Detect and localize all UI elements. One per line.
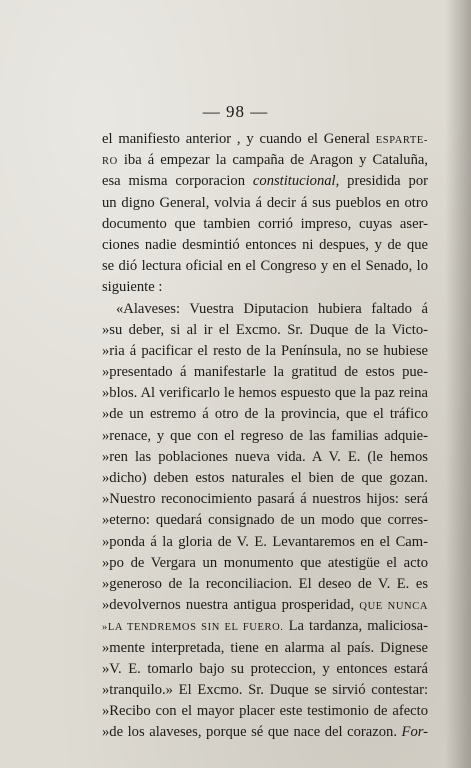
line-text: »renace, y que con el regreso de las familias adquie- bbox=[102, 427, 428, 444]
line-text: »tranquilo.» El Excmo. Sr. Duque se sirvió contestar: bbox=[102, 681, 428, 698]
line-text: »presentado á manifestarle la gratitud de estos pue- bbox=[102, 364, 428, 381]
page-number: — 98 — bbox=[202, 102, 269, 121]
text-line-8 bbox=[102, 277, 428, 298]
text-line-9 bbox=[102, 299, 428, 320]
small-caps-text: QUE NUNCA bbox=[359, 601, 428, 613]
line-text: »mente interpretada, tiene en alarma al país. Dignese bbox=[102, 639, 428, 656]
line-text: »Recibo con el mayor placer este testimonio de afecto bbox=[102, 703, 428, 720]
text-line-21 bbox=[102, 553, 428, 574]
text-line-17 bbox=[102, 468, 428, 489]
line-text: »de un estremo á otro de la provincia, que el tráfico bbox=[102, 406, 428, 423]
text-line-10 bbox=[102, 320, 428, 341]
line-text: »su deber, si al ir el Excmo. Sr. Duque de la Victo- bbox=[102, 321, 428, 338]
text-line-3 bbox=[102, 171, 428, 192]
line-text: »eterno: quedará consignado de un modo que corres- bbox=[102, 512, 428, 529]
line-text: siguiente : bbox=[102, 279, 163, 296]
line-text: »devolvernos nuestra antigua prosperidad, bbox=[102, 597, 360, 614]
text-line-15 bbox=[102, 426, 428, 447]
small-caps-text: »LA TENDREMOS SIN EL FUERO. bbox=[102, 622, 284, 634]
text-line-5 bbox=[102, 214, 428, 235]
text-line-27 bbox=[102, 680, 428, 701]
text-line-23 bbox=[102, 595, 428, 616]
italic-text: For- bbox=[401, 724, 428, 741]
line-text: »dicho) deben estos naturales el bien de que gozan. bbox=[102, 470, 428, 486]
line-text: »ren las poblaciones nueva vida. A V. E. (le hemos bbox=[102, 448, 428, 465]
text-line-12 bbox=[102, 362, 428, 383]
small-caps-text: ESPARTE- bbox=[375, 135, 428, 146]
text-line-1 bbox=[102, 129, 428, 150]
text-line-20 bbox=[102, 532, 428, 553]
text-line-6 bbox=[102, 235, 428, 256]
text-line-7 bbox=[102, 256, 428, 277]
line-text: »Nuestro reconocimiento pasará á nuestros hijos: será bbox=[102, 491, 428, 508]
line-text: esa misma corporacion bbox=[102, 173, 253, 190]
text-line-2 bbox=[102, 150, 428, 171]
line-text: »de los alaveses, porque sé que nace del corazon. bbox=[102, 724, 402, 741]
text-line-18 bbox=[102, 489, 428, 510]
text-line-19 bbox=[102, 510, 428, 531]
line-text: documento que tambien corrió impreso, cuyas aser- bbox=[102, 215, 428, 232]
text-line-22 bbox=[102, 574, 428, 595]
line-text: »blos. Al verificarlo le hemos espuesto que la paz reina bbox=[102, 385, 428, 402]
line-text-after: presidida por bbox=[339, 173, 428, 190]
small-caps-text: RO bbox=[102, 156, 118, 168]
body-text bbox=[102, 129, 428, 743]
line-text: ciones nadie desmintió entonces ni despues, y de que bbox=[102, 236, 428, 253]
line-text: un digno General, volvia á decir á sus pueblos en otro bbox=[102, 194, 428, 211]
line-text: »ponda á la gloria de V. E. Levantaremos en el Cam- bbox=[102, 533, 428, 550]
text-line-25 bbox=[102, 638, 428, 659]
line-text: »ria á pacificar el resto de la Península, no se hubiese bbox=[102, 342, 428, 359]
text-line-28 bbox=[102, 701, 428, 722]
text-line-26 bbox=[102, 659, 428, 680]
text-line-29 bbox=[102, 722, 428, 743]
line-text: el manifiesto anterior , y cuando el General bbox=[102, 131, 376, 147]
text-line-13 bbox=[102, 383, 428, 404]
text-line-14 bbox=[102, 404, 428, 425]
line-text: »po de Vergara un monumento que atestigüe el acto bbox=[102, 554, 428, 571]
italic-text: constitucional, bbox=[252, 173, 340, 190]
text-line-4 bbox=[102, 193, 428, 214]
text-line-16 bbox=[102, 447, 428, 468]
line-text: »V. E. tomarlo bajo su proteccion, y entonces estará bbox=[102, 660, 428, 677]
line-text: iba á empezar la campaña de Aragon y Cataluña, bbox=[117, 152, 428, 169]
line-text: La tardanza, maliciosa- bbox=[283, 618, 428, 635]
text-line-11 bbox=[102, 341, 428, 362]
text-line-24 bbox=[102, 616, 428, 637]
line-text: se dió lectura oficial en el Congreso y en el Senado, lo bbox=[102, 258, 428, 275]
line-text: «Alaveses: Vuestra Diputacion hubiera faltado á bbox=[116, 300, 428, 317]
line-text: »generoso de la reconciliacion. El deseo de V. E. es bbox=[102, 575, 428, 592]
